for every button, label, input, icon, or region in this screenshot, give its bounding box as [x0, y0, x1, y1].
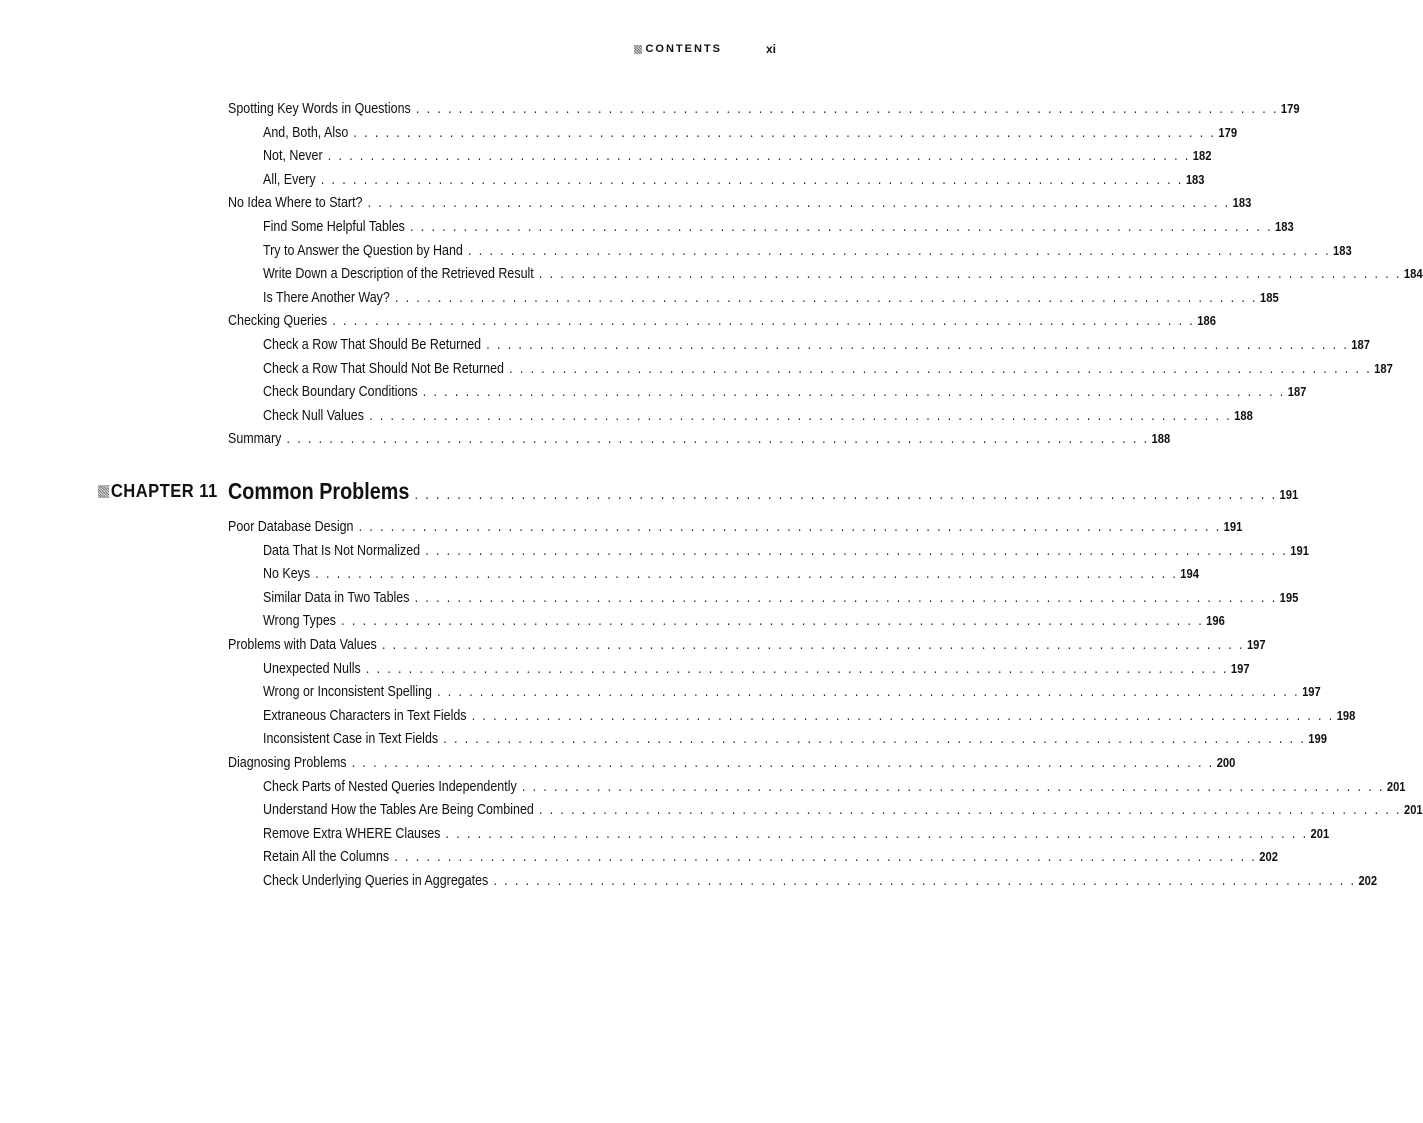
toc-entry-title: Try to Answer the Question by Hand — [263, 242, 463, 259]
toc-entry-page-number: 197 — [1246, 637, 1266, 652]
toc-entry-page-number: 184 — [1403, 266, 1423, 282]
toc-entry-page-number: 179 — [1218, 124, 1238, 140]
toc-entry-title: Check Null Values — [263, 407, 364, 424]
toc-entry[interactable] — [228, 754, 1236, 772]
dot-leader: . . . . . . . . . . . . . . . . . . . . . . . . . . . . . . . . . . . . . . . . . . . . . . . . . . . . . . . . . . . . . . . . . . . . . . . . . . . . . . . . . — [341, 613, 1204, 630]
dot-leader: . . . . . . . . . . . . . . . . . . . . . . . . . . . . . . . . . . . . . . . . . . . . . . . . . . . . . . . . . . . . . . . . . . . . . . . . . . . . . . . . . — [445, 825, 1308, 842]
toc-entry-page-number: 202 — [1358, 873, 1378, 888]
toc-entry-title: Understand How the Tables Are Being Combined — [263, 802, 534, 819]
toc-entry-title: All, Every — [263, 171, 316, 188]
toc-entry[interactable] — [263, 589, 1299, 607]
toc-entry-page-number: 201 — [1386, 778, 1406, 794]
dot-leader: . . . . . . . . . . . . . . . . . . . . . . . . . . . . . . . . . . . . . . . . . . . . . . . . . . . . . . . . . . . . . . . . . . . . . . . . . . . . . . . . . — [367, 195, 1231, 212]
toc-entry-title: Diagnosing Problems — [228, 755, 347, 771]
toc-entry[interactable] — [263, 147, 1212, 165]
toc-entry[interactable] — [263, 265, 1423, 283]
dot-leader: . . . . . . . . . . . . . . . . . . . . . . . . . . . . . . . . . . . . . . . . . . . . . . . . . . . . . . . . . . . . . . . . . . . . . . . . . . . . . . . . . — [358, 519, 1222, 535]
toc-entry-page-number: 188 — [1151, 431, 1171, 447]
dot-leader: . . . . . . . . . . . . . . . . . . . . . . . . . . . . . . . . . . . . . . . . . . . . . . . . . . . . . . . . . . . . . . . . . . . . . . . . . . . . . . . . . — [493, 873, 1356, 889]
dot-leader: . . . . . . . . . . . . . . . . . . . . . . . . . . . . . . . . . . . . . . . . . . . . . . . . . . . . . . . . . . . . . . . . . . . . . . . . . . . . . . . . . — [365, 660, 1229, 677]
dot-leader: . . . . . . . . . . . . . . . . . . . . . . . . . . . . . . . . . . . . . . . . . . . . . . . . . . . . . . . . . . . . . . . . . . . . . . . . . . . . . . . . . — [425, 542, 1288, 559]
toc-entry-title: Inconsistent Case in Text Fields — [263, 731, 439, 748]
toc-entry[interactable] — [263, 801, 1423, 819]
dot-leader: . . . . . . . . . . . . . . . . . . . . . . . . . . . . . . . . . . . . . . . . . . . . . . . . . . . . . . . . . . . . . . . . . . . . . . . . . . . . . . . . . — [395, 289, 1258, 306]
running-head — [634, 42, 776, 56]
toc-entry-page-number: 191 — [1223, 519, 1243, 534]
chapter-title: Common Problems — [228, 478, 410, 504]
toc-entry-page-number: 198 — [1336, 707, 1356, 723]
toc-entry-page-number: 183 — [1275, 219, 1294, 234]
toc-entry[interactable] — [263, 707, 1356, 725]
toc-entry-title: Extraneous Characters in Text Fields — [263, 707, 467, 724]
toc-entry-title: Wrong or Inconsistent Spelling — [263, 684, 432, 701]
chapter-number: CHAPTER 11 — [110, 481, 218, 501]
toc-entry-title: Spotting Key Words in Questions — [228, 101, 411, 117]
dot-leader: . . . . . . . . . . . . . . . . . . . . . . . . . . . . . . . . . . . . . . . . . . . . . . . . . . . . . . . . . . . . . . . . . . . . . . . . . . . . . . . . . — [320, 171, 1184, 188]
dot-leader: . . . . . . . . . . . . . . . . . . . . . . . . . . . . . . . . . . . . . . . . . . . . . . . . . . . . . . . . . . . . . . . . . . . . . . . . . . . . . . . . . — [381, 637, 1245, 653]
toc-entry[interactable] — [263, 218, 1294, 236]
dot-leader: . . . . . . . . . . . . . . . . . . . . . . . . . . . . . . . . . . . . . . . . . . . . . . . . . . . . . . . . . . . . . . . . . . . . . . . . . . . . . . . . . — [351, 755, 1215, 771]
toc-entry[interactable] — [263, 542, 1309, 560]
hatch-marker-icon — [98, 485, 109, 498]
dot-leader: . . . . . . . . . . . . . . . . . . . . . . . . . . . . . . . . . . . . . . . . . . . . . . . . . . . . . . . . . . . . . . . . . . . . . . . . . . . . . . . . . — [353, 124, 1216, 141]
dot-leader: . . . . . . . . . . . . . . . . . . . . . . . . . . . . . . . . . . . . . . . . . . . . . . . . . . . . . . . . . . . . . . . . . . . . . . . . . . . . . . . . . — [521, 778, 1385, 795]
dot-leader: . . . . . . . . . . . . . . . . . . . . . . . . . . . . . . . . . . . . . . . . . . . . . . . . . . . . . . . . . . . . . . . . . . . . . . . . . . . . . . . . . — [538, 266, 1402, 283]
toc-entry-title: Is There Another Way? — [263, 289, 390, 306]
toc-entry-page-number: 183 — [1333, 242, 1352, 258]
dot-leader: . . . . . . . . . . . . . . . . . . . . . . . . . . . . . . . . . . . . . . . . . . . . . . . . . . . . . . . . . . . . . . . . . . . . . . . . . . . . . . . . . — [471, 707, 1335, 724]
toc-entry-title: Check Underlying Queries in Aggregates — [263, 873, 489, 889]
toc-entry-title: Check Boundary Conditions — [263, 384, 418, 401]
toc-entry[interactable] — [263, 872, 1378, 890]
toc-entry-page-number: 186 — [1197, 313, 1216, 329]
toc-chapter-entry[interactable] — [228, 478, 1299, 505]
toc-entry[interactable] — [263, 565, 1199, 583]
toc-entry[interactable] — [263, 848, 1278, 866]
dot-leader: . . . . . . . . . . . . . . . . . . . . . . . . . . . . . . . . . . . . . . . . . . . . . . . . . . . . . . . . . . . . . . . . . . . . . . . . . . . . . . . . . — [414, 589, 1278, 606]
toc-entry[interactable] — [263, 360, 1393, 378]
toc-entry[interactable] — [263, 612, 1225, 630]
toc-entry-page-number: 196 — [1206, 613, 1225, 629]
toc-entry[interactable] — [263, 336, 1370, 354]
dot-leader: . . . . . . . . . . . . . . . . . . . . . . . . . . . . . . . . . . . . . . . . . . . . . . . . . . . . . . . . . . . . . . . . . . . . . . . . . . . . . . . . . — [538, 802, 1402, 819]
dot-leader: . . . . . . . . . . . . . . . . . . . . . . . . . . . . . . . . . . . . . . . . . . . . . . . . . . . . . . . . . . . . . . . . . . . . . . . . . . . . . . . . . — [332, 313, 1195, 330]
toc-entry-page-number: 202 — [1259, 849, 1278, 865]
toc-entry-page-number: 201 — [1403, 802, 1423, 818]
dot-leader: . . . . . . . . . . . . . . . . . . . . . . . . . . . . . . . . . . . . . . . . . . . . . . . . . . . . . . . . . . . . . . . . . . . . . . . . . . . . . . . . . — [422, 384, 1286, 401]
toc-entry[interactable] — [263, 730, 1327, 748]
dot-leader: . . . . . . . . . . . . . . . . . . . . . . . . . . . . . . . . . . . . . . . . . . . . . . . . . . . . . . . . . . . . . . . . . . . . . . . . . . . . . . . . . — [315, 566, 1178, 583]
toc-entry-title: Check Parts of Nested Queries Independently — [263, 778, 517, 795]
dot-leader: . . . . . . . . . . . . . . . . . . . . . . . . . . . . . . . . . . . . . . . . . . . . . . . . . . . . . . . . . . . . . . . . . . . . . . . . . . . . . . . . . — [468, 242, 1331, 259]
toc-entry-title: No Idea Where to Start? — [228, 195, 363, 212]
toc-entry[interactable] — [263, 660, 1250, 678]
dot-leader: . . . . . . . . . . . . . . . . . . . . . . . . . . . . . . . . . . . . . . . . . . . . . . . . . . . . . . . . . . . . . . . . . . . . . . . . . . . . . . . . . — [415, 101, 1279, 117]
toc-entry-title: Problems with Data Values — [228, 637, 377, 653]
toc-entry-title: Write Down a Description of the Retrieved Result — [263, 266, 534, 283]
toc-entry-page-number: 194 — [1180, 566, 1199, 582]
dot-leader: . . . . . . . . . . . . . . . . . . . . . . . . . . . . . . . . . . . . . . . . . . . . . . . . . . . . . . . . . . . . . . . . . . . . . . . . . . . . . . . . . — [443, 731, 1306, 748]
toc-entry-page-number: 183 — [1232, 195, 1252, 211]
toc-entry-title: Summary — [228, 431, 282, 448]
toc-entry-title: Similar Data in Two Tables — [263, 589, 410, 606]
toc-entry[interactable] — [263, 242, 1352, 260]
toc-entry[interactable] — [263, 171, 1205, 189]
dot-leader: . . . . . . . . . . . . . . . . . . . . . . . . . . . . . . . . . . . . . . . . . . . . . . . . . . . . . . . . . . . . . . . . . . . . . . . . . . . . . . . . . — [286, 431, 1149, 448]
toc-entry-title: Remove Extra WHERE Clauses — [263, 825, 441, 842]
toc-entry-page-number: 195 — [1279, 589, 1299, 605]
toc-entry[interactable] — [263, 683, 1321, 701]
toc-entry-title: Retain All the Columns — [263, 849, 390, 866]
toc-entry[interactable] — [263, 778, 1406, 796]
toc-entry-page-number: 187 — [1374, 360, 1393, 376]
toc-entry-page-number: 179 — [1280, 101, 1300, 116]
toc-entry-title: Check a Row That Should Be Returned — [263, 337, 482, 353]
toc-entry[interactable] — [263, 407, 1253, 425]
toc-entry-title: Not, Never — [263, 148, 323, 165]
toc-entry-page-number: 197 — [1302, 684, 1321, 700]
toc-entry-page-number: 185 — [1260, 289, 1279, 305]
toc-entry-title: Data That Is Not Normalized — [263, 542, 421, 559]
toc-entry-title: Wrong Types — [263, 613, 337, 630]
toc-entry[interactable] — [228, 518, 1243, 536]
toc-entry-page-number: 188 — [1234, 407, 1253, 423]
toc-entry-page-number: 200 — [1216, 755, 1236, 770]
toc-entry-page-number: 201 — [1310, 825, 1330, 841]
toc-entry[interactable] — [228, 430, 1171, 448]
toc-entry-page-number: 187 — [1287, 384, 1307, 400]
toc-entry[interactable] — [263, 825, 1330, 843]
toc-entry-page-number: 187 — [1351, 337, 1370, 352]
toc-entry[interactable] — [228, 636, 1266, 654]
chapter-label — [98, 481, 218, 502]
toc-entry-page-number: 183 — [1185, 171, 1205, 187]
toc-entry-title: No Keys — [263, 566, 311, 583]
toc-entry[interactable] — [263, 289, 1279, 307]
dot-leader: . . . . . . . . . . . . . . . . . . . . . . . . . . . . . . . . . . . . . . . . . . . . . . . . . . . . . . . . . . . . . . . . . . . . . . . . . . . . . . . . . — [437, 684, 1300, 701]
toc-entry-title: Checking Queries — [228, 313, 328, 330]
dot-leader: . . . . . . . . . . . . . . . . . . . . . . . . . . . . . . . . . . . . . . . . . . . . . . . . . . . . . . . . . . . . . . . . . . . . . . . . . . . . . . . . . — [394, 849, 1257, 866]
toc-entry[interactable] — [228, 194, 1252, 212]
toc-entry-page-number: 197 — [1230, 660, 1250, 676]
dot-leader: . . . . . . . . . . . . . . . . . . . . . . . . . . . . . . . . . . . . . . . . . . . . . . . . . . . . . . . . . . . . . . . . . . . . . . . . . . . . . . . . . — [486, 337, 1349, 353]
page-folio: xi — [765, 42, 776, 56]
dot-leader: . . . . . . . . . . . . . . . . . . . . . . . . . . . . . . . . . . . . . . . . . . . . . . . . . . . . . . . . . . . . . . . . . . . . . . . . . . . . . . . . . — [509, 360, 1372, 377]
dot-leader: . . . . . . . . . . . . . . . . . . . . . . . . . . . . . . . . . . . . . . . . . . . . . . . . . . . . . . . . . . . . . . . . . . . . . . . . . . . . . . . . . — [327, 148, 1191, 165]
toc-entry[interactable] — [263, 124, 1238, 142]
dot-leader: . . . . . . . . . . . . . . . . . . . . . . . . . . . . . . . . . . . . . . . . . . . . . . . . . . . . . . . . . . . . . . . . . . . . . . . . . . . . . . . . . — [414, 487, 1277, 503]
toc-entry[interactable] — [263, 383, 1307, 401]
running-head-label: CONTENTS — [645, 43, 722, 55]
toc-entry[interactable] — [228, 312, 1216, 330]
chapter-page-number: 191 — [1279, 487, 1299, 502]
dot-leader: . . . . . . . . . . . . . . . . . . . . . . . . . . . . . . . . . . . . . . . . . . . . . . . . . . . . . . . . . . . . . . . . . . . . . . . . . . . . . . . . . — [369, 407, 1232, 424]
toc-entry[interactable] — [228, 100, 1300, 118]
toc-entry-title: And, Both, Also — [263, 124, 349, 141]
toc-entry-title: Poor Database Design — [228, 519, 354, 535]
toc-entry-page-number: 191 — [1290, 542, 1309, 558]
toc-entry-page-number: 182 — [1192, 148, 1212, 164]
toc-entry-title: Check a Row That Should Not Be Returned — [263, 360, 505, 377]
toc-entry-page-number: 199 — [1308, 731, 1327, 747]
hatch-marker-icon — [634, 45, 642, 54]
toc-entry-title: Unexpected Nulls — [263, 660, 361, 677]
toc-entry-title: Find Some Helpful Tables — [263, 219, 405, 235]
dot-leader: . . . . . . . . . . . . . . . . . . . . . . . . . . . . . . . . . . . . . . . . . . . . . . . . . . . . . . . . . . . . . . . . . . . . . . . . . . . . . . . . . — [410, 219, 1273, 235]
